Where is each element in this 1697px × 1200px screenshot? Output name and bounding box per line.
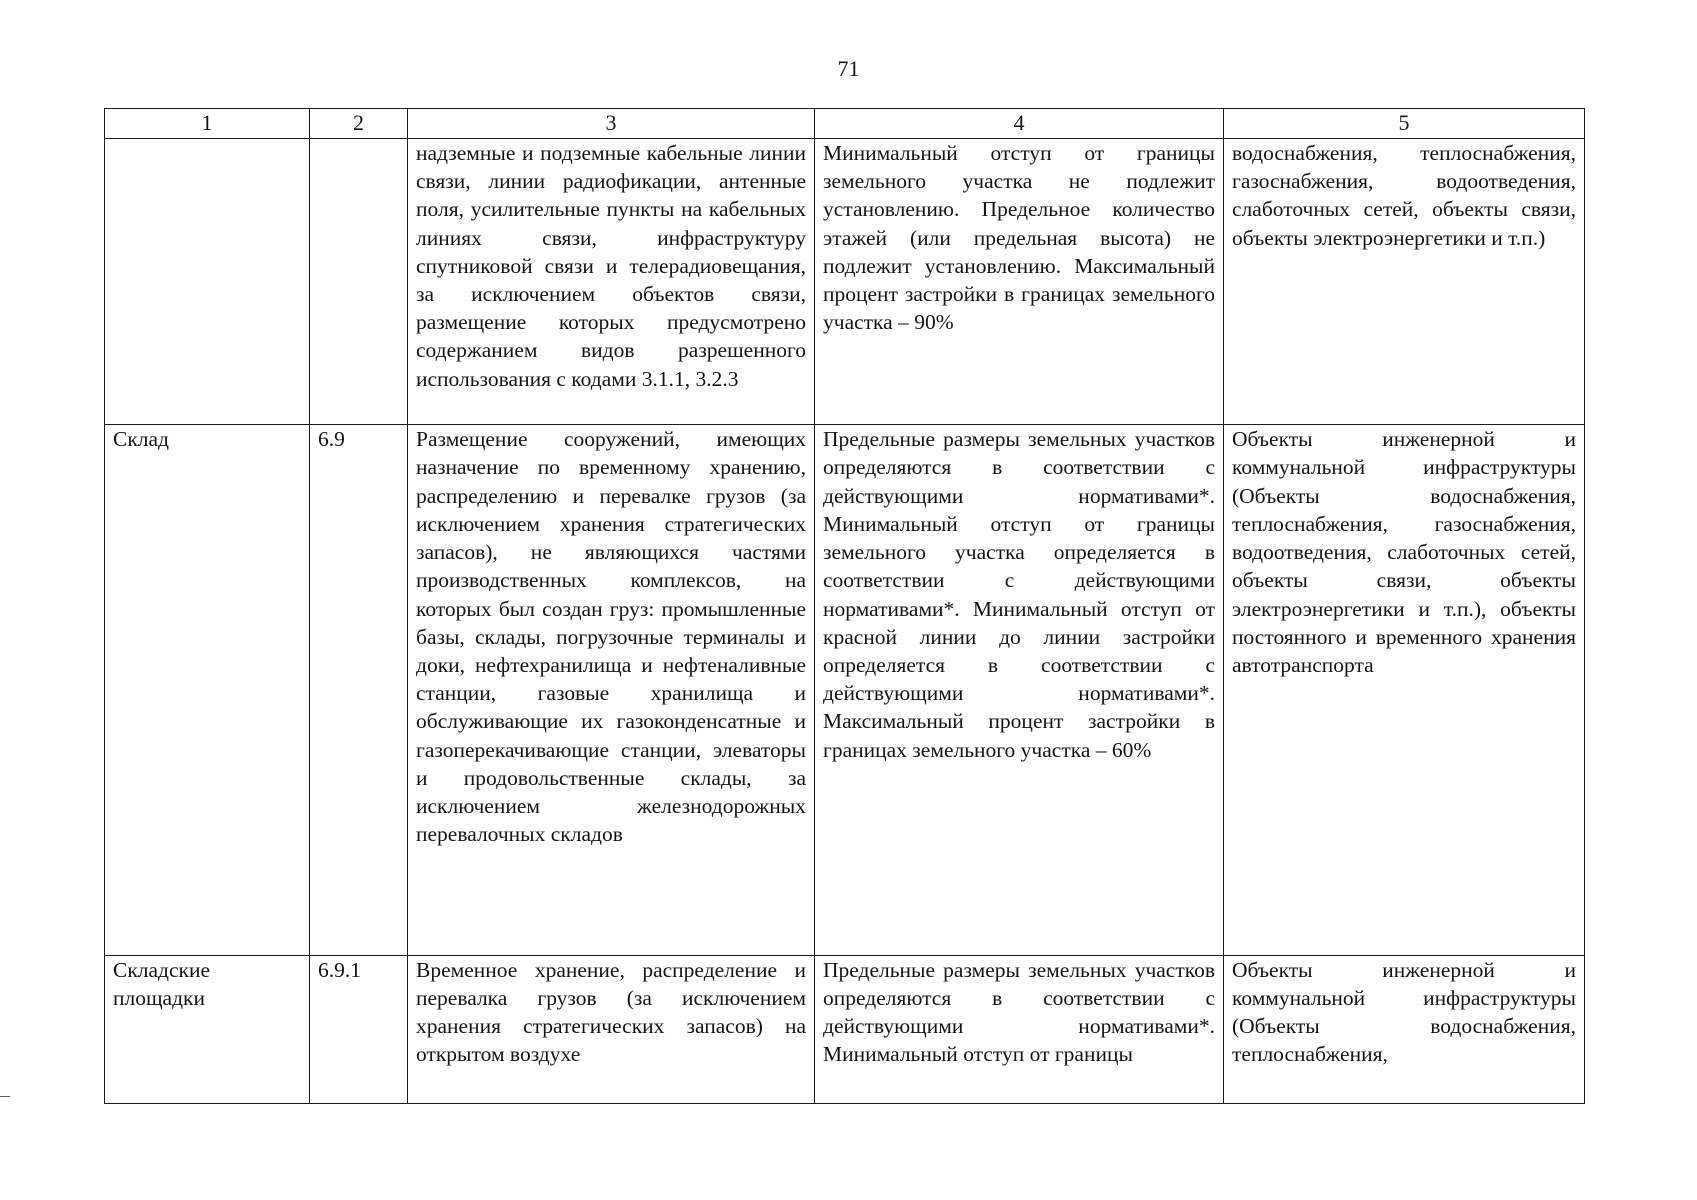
table-row xyxy=(105,425,1585,956)
use-code-cell: 6.9 xyxy=(310,425,408,956)
land-use-table xyxy=(104,108,1585,1104)
page-number: 71 xyxy=(837,56,860,81)
auxiliary-uses-cell: Объекты инженерной и коммунальной инфраструктуры (Объекты водоснабжения, теплоснабжения, xyxy=(1224,955,1585,1103)
use-name-cell: Складские площадки xyxy=(105,955,310,1103)
table-row xyxy=(105,955,1585,1103)
header-col-4: 4 xyxy=(815,109,1224,139)
use-name-cell xyxy=(105,139,310,425)
use-parameters-cell: Минимальный отступ от границы земельного участка не подлежит установлению. Предельное количество этажей (или предельная высота) не подлежит установлению. Максимальный процент застройки в границах земельного участка – 90% xyxy=(815,139,1224,425)
use-parameters-cell: Предельные размеры земельных участков определяются в соответствии с действующими нормативами*. Минимальный отступ от границы земельного участка определяется в соответствии с действующими нормативами*. Минимальный отступ от красной линии до линии застройки определяется в соответствии с действующими нормативами*. Максимальный процент застройки в границах земельного участка – 60% xyxy=(815,425,1224,956)
header-col-5: 5 xyxy=(1224,109,1585,139)
use-name-cell: Склад xyxy=(105,425,310,956)
use-code-cell: 6.9.1 xyxy=(310,955,408,1103)
auxiliary-uses-cell: Объекты инженерной и коммунальной инфраструктуры (Объекты водоснабжения, теплоснабжения, газоснабжения, водоотведения, слаботочных сетей, объекты связи, объекты электроэнергетики и т.п.), объекты постоянного и временного хранения автотранспорта xyxy=(1224,425,1585,956)
auxiliary-uses-cell: водоснабжения, теплоснабжения, газоснабжения, водоотведения, слаботочных сетей, объекты связи, объекты электроэнергетики и т.п.) xyxy=(1224,139,1585,425)
use-parameters-cell: Предельные размеры земельных участков определяются в соответствии с действующими нормативами*. Минимальный отступ от границы xyxy=(815,955,1224,1103)
use-description-cell: надземные и подземные кабельные линии связи, линии радиофикации, антенные поля, усилительные пункты на кабельных линиях связи, инфраструктуру спутниковой связи и телерадиовещания, за исключением объектов связи, размещение которых предусмотрено содержанием видов разрешенного использования с кодами 3.1.1, 3.2.3 xyxy=(408,139,815,425)
use-code-cell xyxy=(310,139,408,425)
table-row xyxy=(105,139,1585,425)
use-description-cell: Размещение сооружений, имеющих назначение по временному хранению, распределению и перевалке грузов (за исключением хранения стратегических запасов), не являющихся частями производственных комплексов, на которых был создан груз: промышленные базы, склады, погрузочные терминалы и доки, нефтехранилища и нефтеналивные станции, газовые хранилища и обслуживающие их газоконденсатные и газоперекачивающие станции, элеваторы и продовольственные склады, за исключением железнодорожных перевалочных складов xyxy=(408,425,815,956)
use-description-cell: Временное хранение, распределение и перевалка грузов (за исключением хранения стратегических запасов) на открытом воздухе xyxy=(408,955,815,1103)
header-col-2: 2 xyxy=(310,109,408,139)
header-row xyxy=(105,109,1585,139)
scan-edge-mark xyxy=(0,1096,10,1097)
header-col-3: 3 xyxy=(408,109,815,139)
header-col-1: 1 xyxy=(105,109,310,139)
